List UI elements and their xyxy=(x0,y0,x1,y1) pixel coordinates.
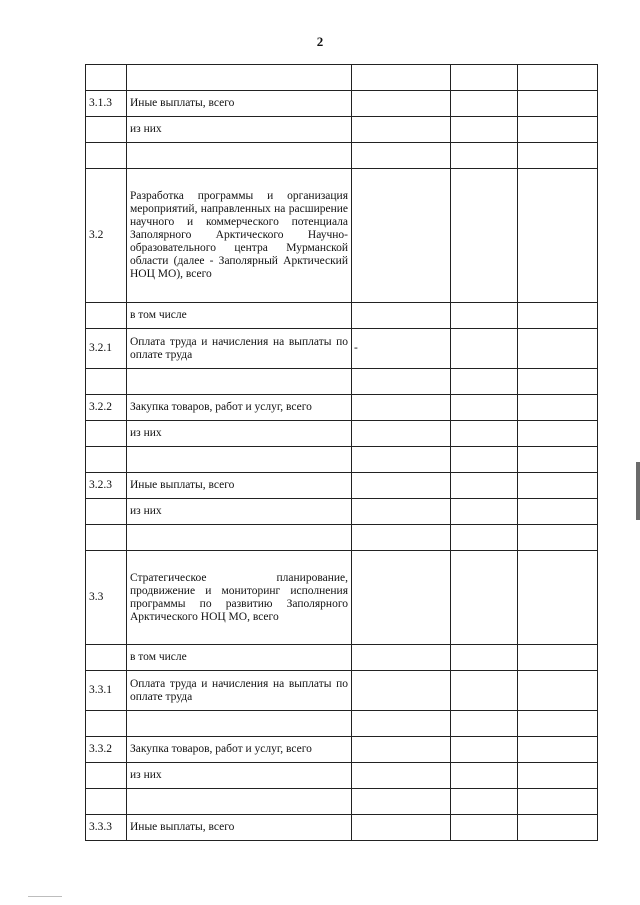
value-cell-col4 xyxy=(451,763,518,789)
row-number-cell: 3.2.3 xyxy=(86,473,127,499)
value-cell-col3 xyxy=(352,143,451,169)
row-name-cell: в том числе xyxy=(127,645,352,671)
table-row xyxy=(86,395,598,421)
row-name-cell: Стратегическое планирование, продвижение и мониторинг исполнения программы по развитию Заполярного Арктического НОЦ МО, всего xyxy=(127,551,352,645)
table-row xyxy=(86,711,598,737)
row-number-cell xyxy=(86,645,127,671)
value-cell-col4 xyxy=(451,91,518,117)
value-cell-col5 xyxy=(518,525,598,551)
row-name-cell: Иные выплаты, всего xyxy=(127,91,352,117)
row-name-cell: Закупка товаров, работ и услуг, всего xyxy=(127,395,352,421)
value-cell-col5 xyxy=(518,447,598,473)
value-cell-col5 xyxy=(518,329,598,369)
value-cell-col4 xyxy=(451,447,518,473)
table-row xyxy=(86,763,598,789)
row-name-cell: Закупка товаров, работ и услуг, всего xyxy=(127,737,352,763)
row-number-cell: 3.2.2 xyxy=(86,395,127,421)
value-cell-col5 xyxy=(518,815,598,841)
value-cell-col3 xyxy=(352,737,451,763)
value-cell-col4 xyxy=(451,711,518,737)
row-number-cell xyxy=(86,369,127,395)
table-row xyxy=(86,789,598,815)
value-cell-col5 xyxy=(518,551,598,645)
value-cell-col5 xyxy=(518,91,598,117)
row-number-cell: 3.3.1 xyxy=(86,671,127,711)
table-row xyxy=(86,473,598,499)
value-cell-col5 xyxy=(518,711,598,737)
value-cell-col4 xyxy=(451,169,518,303)
row-name-cell: Разработка программы и организация мероприятий, направленных на расширение научного и коммерческого потенциала Заполярного Арктического Научно-образовательного центра Мурманской области (далее - Заполярный Арктический НОЦ МО), всего xyxy=(127,169,352,303)
row-name-cell: из них xyxy=(127,117,352,143)
value-cell-col3 xyxy=(352,645,451,671)
value-cell-col4 xyxy=(451,815,518,841)
row-number-cell xyxy=(86,117,127,143)
row-name-cell: Иные выплаты, всего xyxy=(127,473,352,499)
table-row xyxy=(86,421,598,447)
row-name-cell xyxy=(127,143,352,169)
row-number-cell: 3.2 xyxy=(86,169,127,303)
row-number-cell xyxy=(86,763,127,789)
value-cell-col4 xyxy=(451,525,518,551)
value-cell-col3 xyxy=(352,395,451,421)
row-name-cell: в том числе xyxy=(127,303,352,329)
row-name-cell: Оплата труда и начисления на выплаты по оплате труда xyxy=(127,329,352,369)
table-row xyxy=(86,143,598,169)
table-row xyxy=(86,645,598,671)
value-cell-col3 xyxy=(352,65,451,91)
table-row xyxy=(86,499,598,525)
row-name-cell xyxy=(127,525,352,551)
table-row xyxy=(86,815,598,841)
value-cell-col4 xyxy=(451,395,518,421)
value-cell-col5 xyxy=(518,763,598,789)
value-cell-col5 xyxy=(518,499,598,525)
row-number-cell xyxy=(86,303,127,329)
row-name-cell: из них xyxy=(127,763,352,789)
table-row xyxy=(86,65,598,91)
table-row xyxy=(86,671,598,711)
value-cell-col5 xyxy=(518,789,598,815)
value-cell-col4 xyxy=(451,303,518,329)
value-cell-col3 xyxy=(352,369,451,395)
row-name-cell: Иные выплаты, всего xyxy=(127,815,352,841)
row-name-cell xyxy=(127,65,352,91)
value-cell-col4 xyxy=(451,329,518,369)
row-name-cell xyxy=(127,711,352,737)
value-cell-col3 xyxy=(352,117,451,143)
value-cell-col4 xyxy=(451,143,518,169)
value-cell-col3: - xyxy=(352,329,451,369)
value-cell-col5 xyxy=(518,303,598,329)
value-cell-col3 xyxy=(352,473,451,499)
scan-edge-mark xyxy=(636,462,640,520)
value-cell-col5 xyxy=(518,737,598,763)
value-cell-col4 xyxy=(451,737,518,763)
value-cell-col4 xyxy=(451,421,518,447)
row-number-cell xyxy=(86,789,127,815)
value-cell-col3 xyxy=(352,789,451,815)
value-cell-col3 xyxy=(352,499,451,525)
value-cell-col5 xyxy=(518,473,598,499)
table-row xyxy=(86,525,598,551)
row-number-cell: 3.3.2 xyxy=(86,737,127,763)
value-cell-col3 xyxy=(352,815,451,841)
row-name-cell: Оплата труда и начисления на выплаты по оплате труда xyxy=(127,671,352,711)
row-number-cell: 3.2.1 xyxy=(86,329,127,369)
value-cell-col4 xyxy=(451,499,518,525)
page-number: 2 xyxy=(316,34,324,49)
table-row xyxy=(86,117,598,143)
table-row xyxy=(86,369,598,395)
value-cell-col5 xyxy=(518,369,598,395)
table-row xyxy=(86,737,598,763)
value-cell-col5 xyxy=(518,671,598,711)
value-cell-col3 xyxy=(352,303,451,329)
row-number-cell xyxy=(86,711,127,737)
table-body xyxy=(86,65,598,841)
value-cell-col5 xyxy=(518,421,598,447)
row-name-cell xyxy=(127,369,352,395)
table-row xyxy=(86,551,598,645)
row-number-cell: 3.3.3 xyxy=(86,815,127,841)
scan-corner-mark xyxy=(28,896,62,897)
row-name-cell: из них xyxy=(127,499,352,525)
value-cell-col3 xyxy=(352,91,451,117)
value-cell-col3 xyxy=(352,711,451,737)
value-cell-col4 xyxy=(451,671,518,711)
table-row xyxy=(86,303,598,329)
value-cell-col4 xyxy=(451,65,518,91)
value-cell-col4 xyxy=(451,369,518,395)
row-number-cell: 3.3 xyxy=(86,551,127,645)
table-row xyxy=(86,91,598,117)
value-cell-col4 xyxy=(451,645,518,671)
value-cell-col4 xyxy=(451,789,518,815)
table-row xyxy=(86,447,598,473)
value-cell-col4 xyxy=(451,117,518,143)
row-name-cell xyxy=(127,789,352,815)
value-cell-col5 xyxy=(518,645,598,671)
value-cell-col3 xyxy=(352,169,451,303)
value-cell-col5 xyxy=(518,143,598,169)
table-row xyxy=(86,329,598,369)
value-cell-col5 xyxy=(518,117,598,143)
value-cell-col5 xyxy=(518,65,598,91)
row-number-cell xyxy=(86,525,127,551)
row-number-cell xyxy=(86,143,127,169)
value-cell-col3 xyxy=(352,525,451,551)
row-name-cell: из них xyxy=(127,421,352,447)
value-cell-col3 xyxy=(352,551,451,645)
value-cell-col4 xyxy=(451,473,518,499)
value-cell-col5 xyxy=(518,395,598,421)
budget-table xyxy=(85,64,598,841)
value-cell-col3 xyxy=(352,421,451,447)
row-number-cell xyxy=(86,447,127,473)
row-name-cell xyxy=(127,447,352,473)
value-cell-col3 xyxy=(352,447,451,473)
value-cell-col3 xyxy=(352,671,451,711)
row-number-cell xyxy=(86,499,127,525)
table-row xyxy=(86,169,598,303)
row-number-cell xyxy=(86,65,127,91)
value-cell-col3 xyxy=(352,763,451,789)
row-number-cell xyxy=(86,421,127,447)
value-cell-col5 xyxy=(518,169,598,303)
row-number-cell: 3.1.3 xyxy=(86,91,127,117)
value-cell-col4 xyxy=(451,551,518,645)
